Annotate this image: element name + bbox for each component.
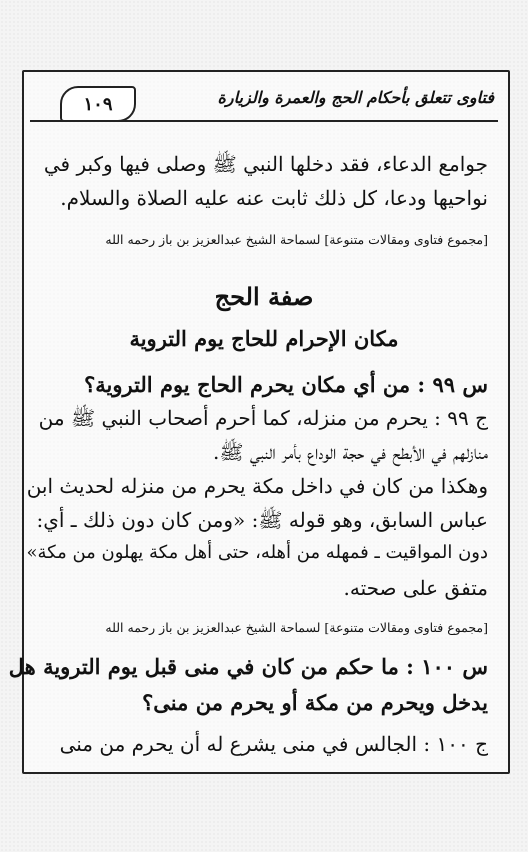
answer-line: ج ١٠٠ : الجالس في منى يشرع له أن يحرم من منى: [59, 732, 488, 756]
question-100-cont: يدخل ويحرم من مكة أو يحرم من منى؟: [142, 690, 488, 715]
subtitle: مكان الإحرام للحاج يوم التروية: [129, 326, 399, 351]
answer-line: وهكذا من كان في داخل مكة يحرم من منزله لحديث ابن: [26, 474, 488, 498]
answer-line: منازلهم في الأبطح في حجة الوداع بأمر النبي ﷺ.: [213, 440, 488, 464]
reference-line: [مجموع فتاوى ومقالات متنوعة] لسماحة الشيخ عبدالعزيز بن باز رحمه الله: [105, 620, 488, 635]
section-title: صفة الحج: [214, 282, 314, 311]
text-line: جوامع الدعاء، فقد دخلها النبي ﷺ وصلى فيها وكبر في: [43, 152, 488, 176]
reference-line: [مجموع فتاوى ومقالات متنوعة] لسماحة الشيخ عبدالعزيز بن باز رحمه الله: [105, 232, 488, 247]
question-100: س ١٠٠ : ما حكم من كان في منى قبل يوم التروية هل: [8, 654, 488, 679]
text-line: نواحيها ودعا، كل ذلك ثابت عنه عليه الصلاة والسلام.: [60, 186, 488, 210]
answer-line: عباس السابق، وهو قوله ﷺ: «ومن كان دون ذلك ـ أي:: [36, 508, 488, 532]
answer-line: متفق على صحته.: [343, 576, 488, 600]
answer-line: ج ٩٩ : يحرم من منزله، كما أحرم أصحاب النبي ﷺ من: [38, 406, 488, 430]
running-title: فتاوى تتعلق بأحكام الحج والعمرة والزيارة: [217, 88, 494, 107]
question-99: س ٩٩ : من أي مكان يحرم الحاج يوم التروية؟: [84, 372, 488, 397]
answer-line: دون المواقيت ـ فمهله من أهله، حتى أهل مكة يهلون من مكة»: [26, 542, 488, 563]
page-number: ١٠٩: [60, 86, 136, 122]
